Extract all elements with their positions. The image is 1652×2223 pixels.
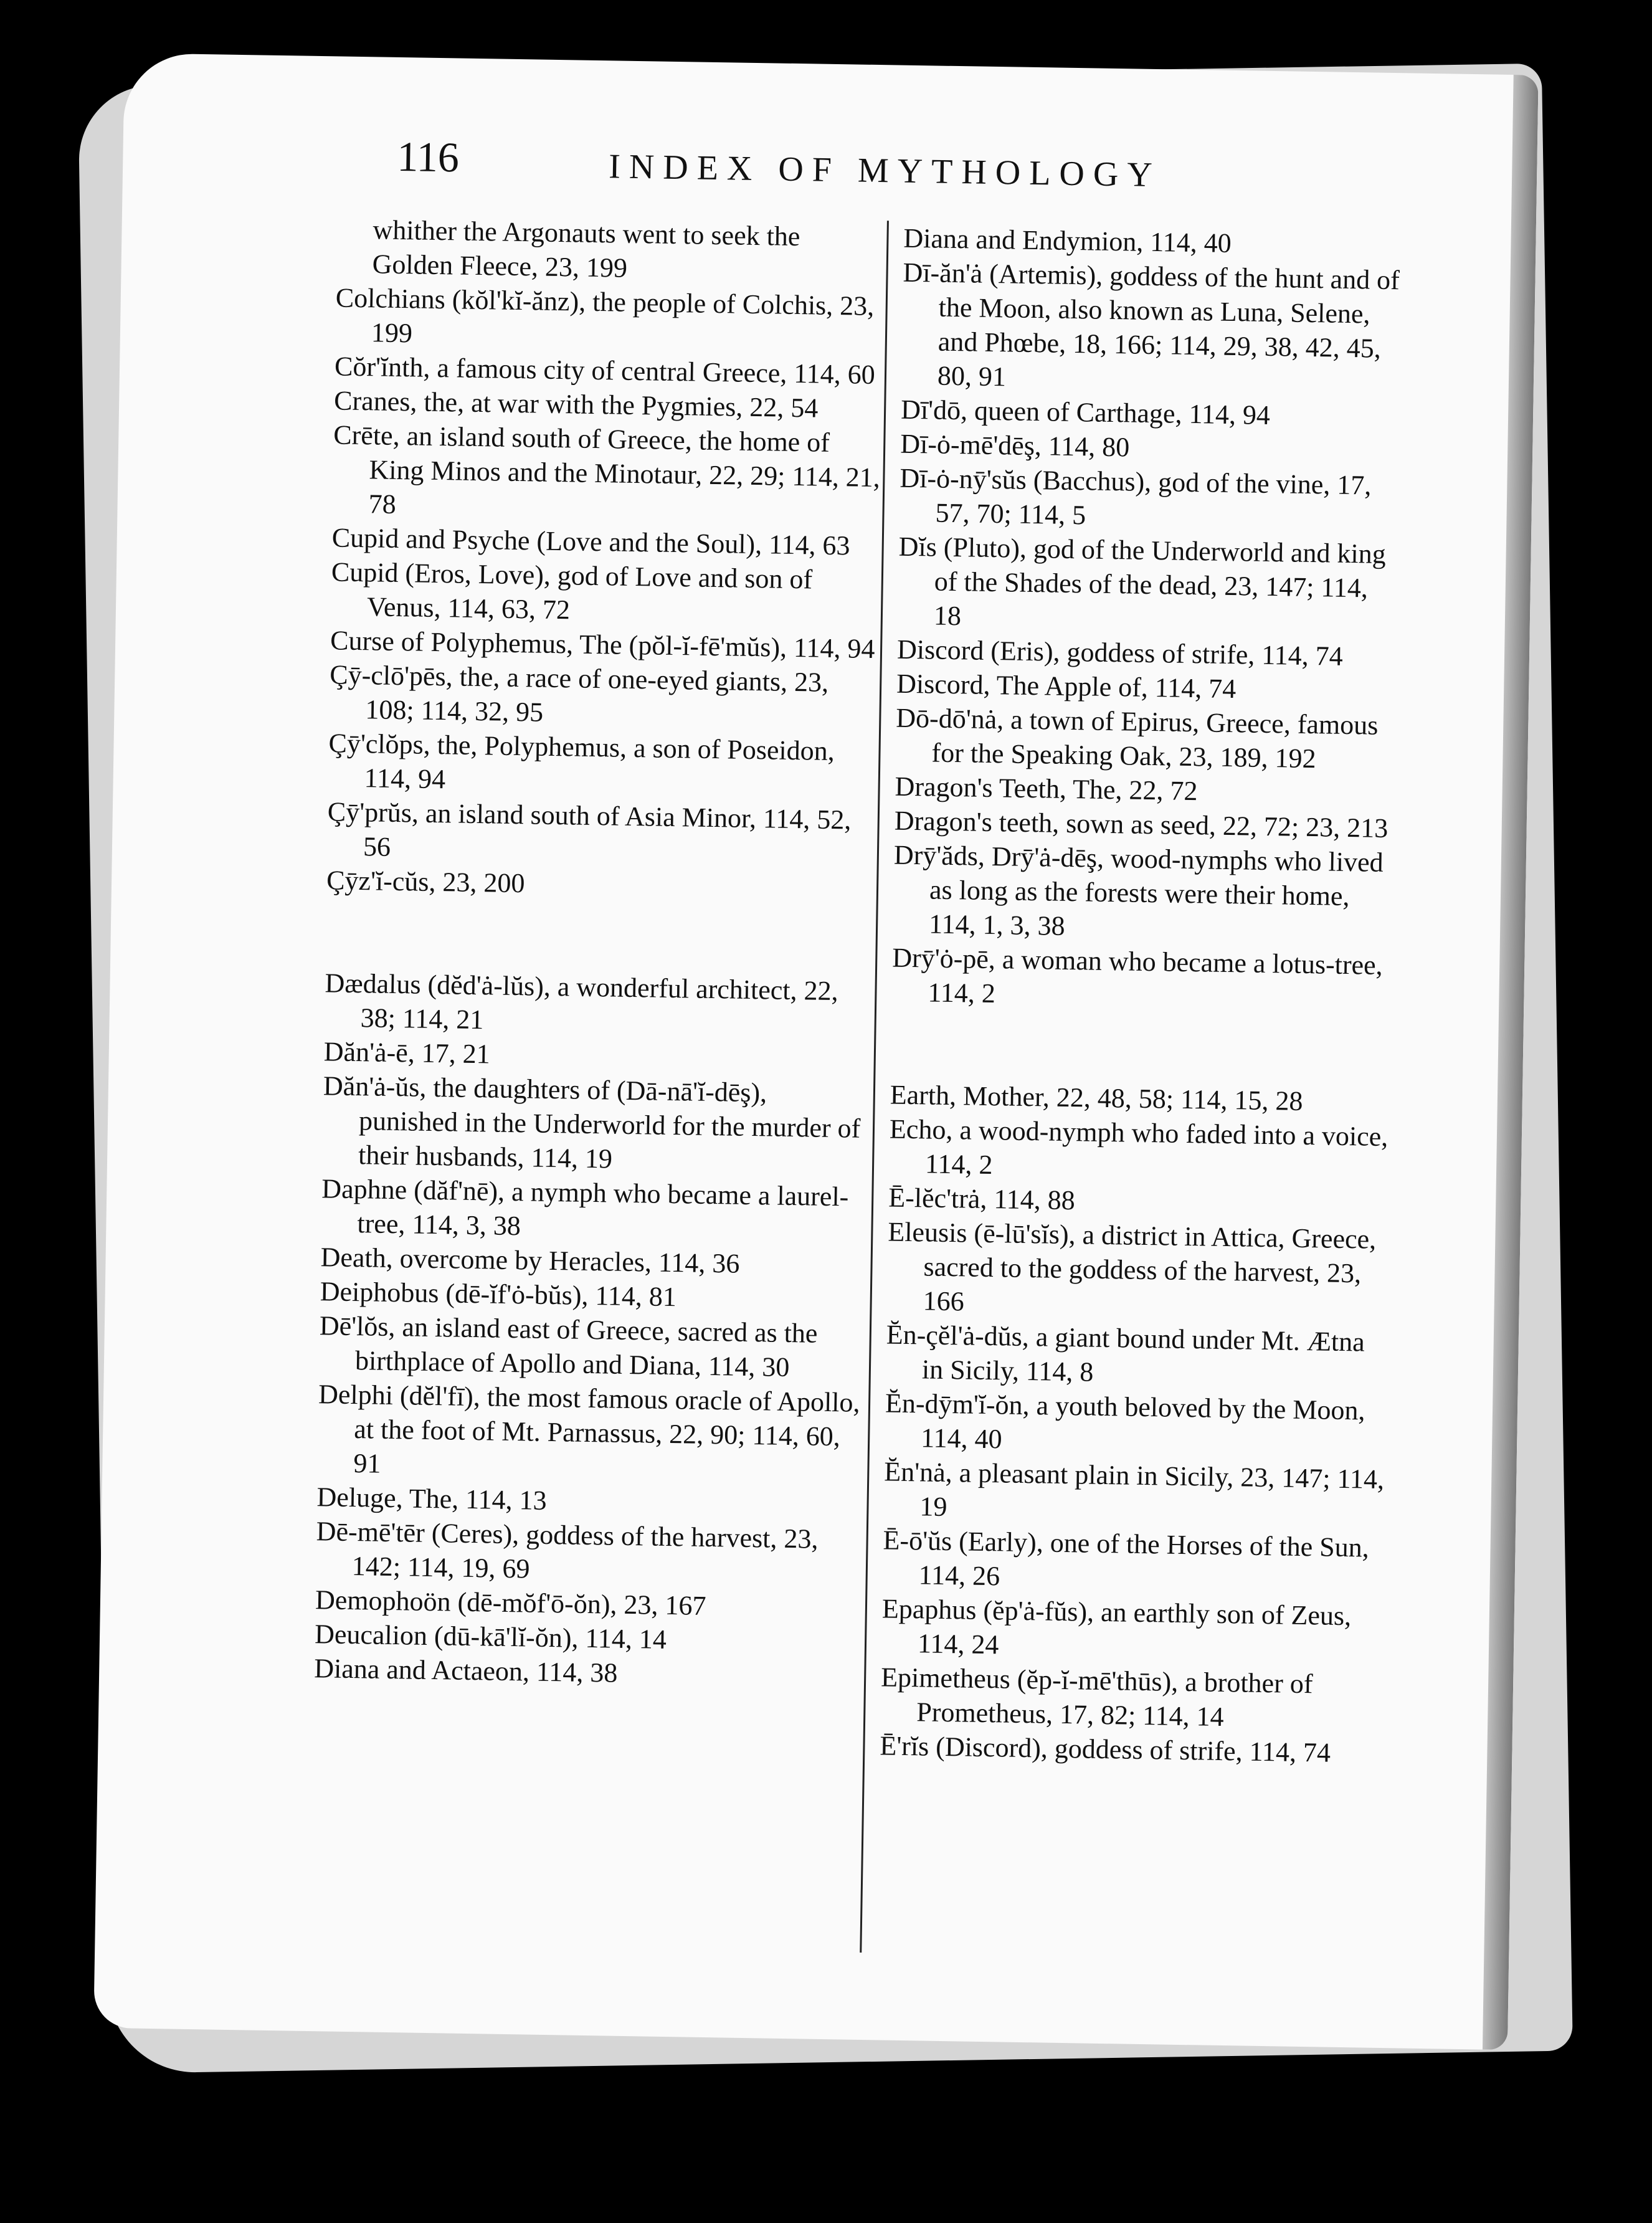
index-entry: Ĕn-çĕl'ȧ-dŭs, a giant bound under Mt. Ætna in Sicily, 114, 8 — [886, 1319, 1365, 1388]
index-entry: Epaphus (ĕp'ȧ-fŭs), an earthly son of Zeus, 114, 24 — [881, 1593, 1352, 1660]
page-header — [396, 132, 1357, 216]
index-entry: Discord (Eris), goddess of strife, 114, 74 — [896, 634, 1344, 672]
index-entry: Cupid (Eros, Love), god of Love and son of Venus, 114, 63, 72 — [331, 556, 813, 626]
index-entry: Dĭs (Pluto), god of the Underworld and king of the Shades of the dead, 23, 147; 114, 18 — [898, 531, 1387, 632]
index-entry: Discord, The Apple of, 114, 74 — [896, 668, 1237, 705]
index-entry: Demophoön (dē-mŏf'ō-ŏn), 23, 167 — [315, 1584, 706, 1621]
index-entry: Death, overcome by Heracles, 114, 36 — [320, 1242, 740, 1279]
index-entry: Cranes, the, at war with the Pygmies, 22, 54 — [333, 385, 819, 424]
index-entry: Çȳ'prŭs, an island south of Asia Minor, 114, 52, 56 — [327, 796, 852, 862]
index-entry: whither the Argonauts went to seek the Golden Fleece, 23, 199 — [372, 214, 800, 283]
index-entry: Drȳ'ăds, Drȳ'ȧ-dēş, wood-nymphs who lived as long as the forests were their home, 114, 1, 3, 38 — [893, 839, 1384, 941]
index-entry: Dī-ȯ-nȳ'sŭs (Bacchus), god of the vine, 17, 57, 70; 114, 5 — [900, 462, 1372, 531]
index-entry: Çȳ-clō'pēs, the, a race of one-eyed giants, 23, 108; 114, 32, 95 — [329, 659, 829, 728]
index-column-right — [880, 221, 1405, 1771]
index-entry: Eleusis (ē-lū'sĭs), a district in Attica, Greece, sacred to the goddess of the harvest, 23, 166 — [888, 1216, 1377, 1317]
index-entry: Epimetheus (ĕp-ĭ-mē'thūs), a brother of Prometheus, 17, 82; 114, 14 — [880, 1662, 1313, 1733]
index-entry: Curse of Polyphemus, The (pŏl-ĭ-fē'mŭs), 114, 94 — [330, 625, 875, 665]
index-entry: Earth, Mother, 22, 48, 58; 114, 15, 28 — [890, 1079, 1303, 1116]
index-entry: Drȳ'ȯ-pē, a woman who became a lotus-tree, 114, 2 — [891, 942, 1384, 1009]
index-entry: Çȳz'ĭ-cŭs, 23, 200 — [326, 865, 525, 899]
index-entry: Dī-ăn'ȧ (Artemis), goddess of the hunt and of the Moon, also known as Luna, Selene, and Phœbe, 18, 166; 114, 29, 38, 42, 45, 80, 91 — [903, 257, 1400, 393]
index-entry: Dædalus (dĕd'ȧ-lŭs), a wonderful architect, 22, 38; 114, 21 — [325, 968, 838, 1035]
page-number: 116 — [396, 132, 460, 181]
index-entry: Dī'dō, queen of Carthage, 114, 94 — [900, 394, 1271, 431]
index-entry: Deiphobus (dē-ĭf'ȯ-bŭs), 114, 81 — [320, 1276, 677, 1313]
index-entry: Ē'rĭs (Discord), goddess of strife, 114, 74 — [880, 1730, 1331, 1768]
index-entry: Deluge, The, 114, 13 — [316, 1482, 548, 1516]
index-column-left — [314, 212, 885, 1694]
index-entry: Diana and Endymion, 114, 40 — [903, 222, 1232, 259]
index-entry: Ĕn-dȳm'ĭ-ŏn, a youth beloved by the Moon, 114, 40 — [885, 1388, 1365, 1455]
section-gap — [890, 1009, 1393, 1086]
index-entry: Ĕn'nȧ, a pleasant plain in Sicily, 23, 147; 114, 19 — [884, 1456, 1385, 1523]
running-title: INDEX OF MYTHOLOGY — [608, 147, 1162, 195]
index-entry: Deucalion (dū-kā'lĭ-ŏn), 114, 14 — [314, 1619, 667, 1655]
index-entry: Dō-dō'nȧ, a town of Epirus, Greece, famous for the Speaking Oak, 23, 189, 192 — [896, 702, 1379, 774]
index-entry: Echo, a wood-nymph who faded into a voice, 114, 2 — [889, 1113, 1389, 1181]
index-entry: Dragon's Teeth, The, 22, 72 — [895, 771, 1198, 807]
index-entry: Dăn'ȧ-ē, 17, 21 — [323, 1036, 491, 1070]
index-entry: Cupid and Psyche (Love and the Soul), 114, 63 — [331, 522, 850, 561]
book-page — [93, 53, 1539, 2050]
index-entry: Ē-lĕc'trȧ, 114, 88 — [888, 1182, 1076, 1216]
index-entry: Diana and Actaeon, 114, 38 — [313, 1653, 618, 1688]
section-gap — [325, 897, 875, 974]
index-entry: Dragon's teeth, sown as seed, 22, 72; 23, 213 — [894, 805, 1389, 844]
index-entry: Dē-mē'tēr (Ceres), goddess of the harvest, 23, 142; 114, 19, 69 — [316, 1516, 819, 1584]
index-entry: Dē'lŏs, an island east of Greece, sacred as the birthplace of Apollo and Diana, 114, 30 — [319, 1310, 818, 1383]
index-entry: Çȳ'clŏps, the, Polyphemus, a son of Poseidon, 114, 94 — [328, 728, 835, 795]
index-entry: Crēte, an island south of Greece, the home of King Minos and the Minotaur, 22, 29; 114, 21, 78 — [333, 419, 881, 520]
index-entry: Dī-ȯ-mē'dēş, 114, 80 — [900, 428, 1130, 463]
index-entry: Dăn'ȧ-ŭs, the daughters of (Dā-nā'ĭ-dēş), punished in the Underworld for the murder of their husbands, 114, 19 — [323, 1070, 861, 1174]
index-entry: Ē-ō'ŭs (Early), one of the Horses of the Sun, 114, 26 — [883, 1525, 1370, 1592]
index-entry: Delphi (dĕl'fī), the most famous oracle of Apollo, at the foot of Mt. Parnassus, 22, 90; 114, 60, 91 — [318, 1379, 860, 1479]
index-entry: Cŏr'ĭnth, a famous city of central Greece, 114, 60 — [334, 351, 876, 390]
index-entry: Colchians (kŏl'kĭ-ănz), the people of Colchis, 23, 199 — [335, 282, 875, 349]
index-entry: Daphne (dăf'nē), a nymph who became a laurel-tree, 114, 3, 38 — [321, 1173, 849, 1242]
